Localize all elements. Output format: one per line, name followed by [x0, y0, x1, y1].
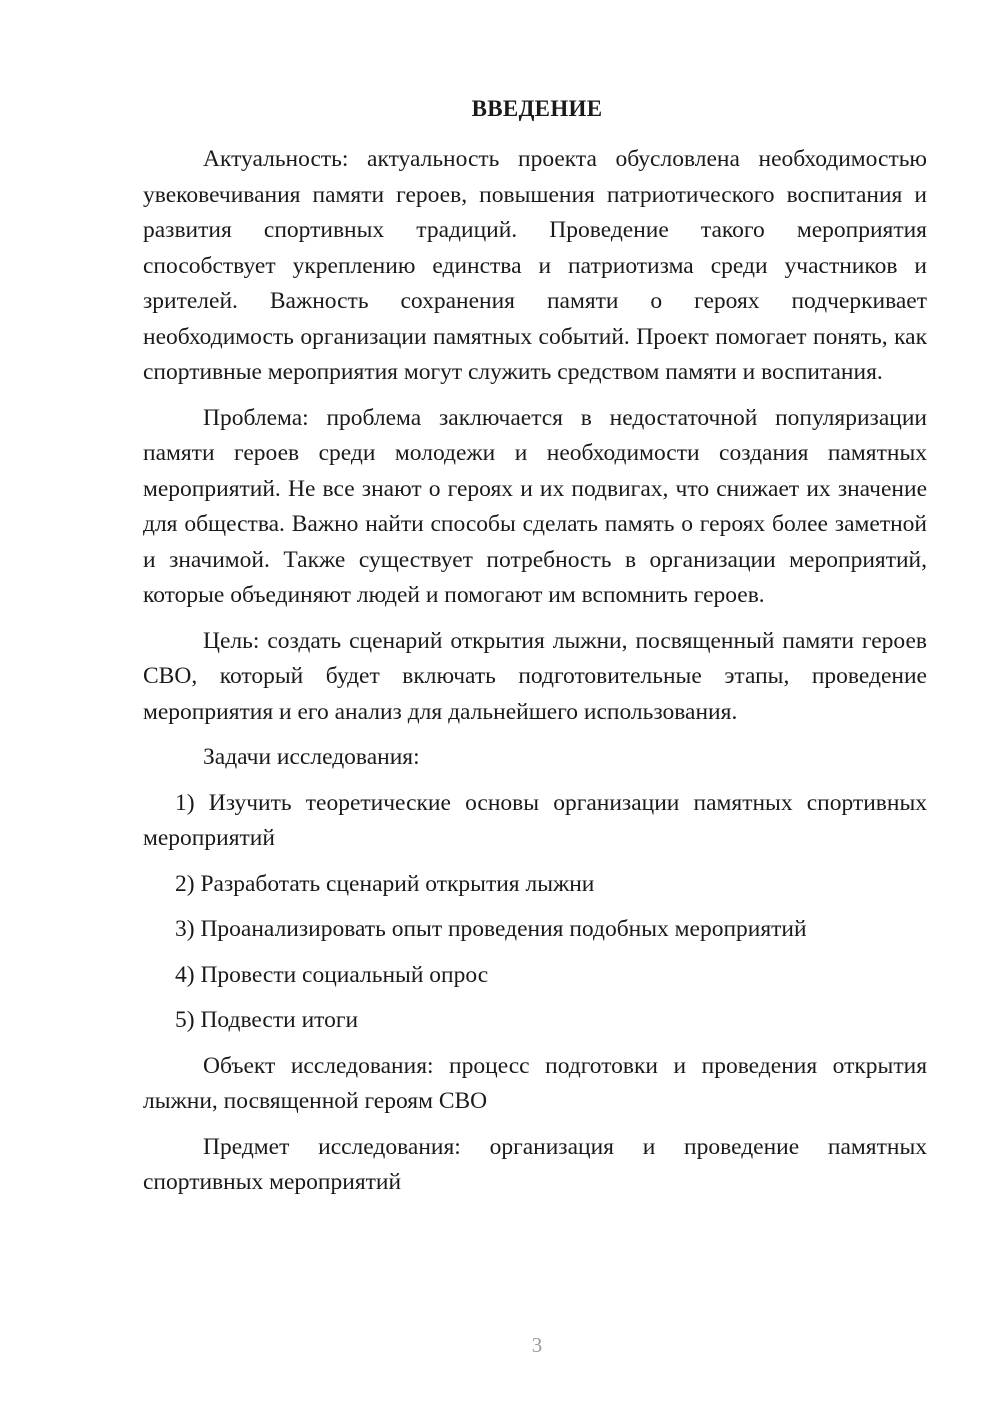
task-item-2: 2) Разработать сценарий открытия лыжни [175, 870, 595, 897]
task-item-3: 3) Проанализировать опыт проведения подобных мероприятий [175, 916, 807, 942]
paragraph-goal: Цель: создать сценарий открытия лыжни, посвященный памяти героев СВО, который будет включать подготовительные этапы, проведение мероприятия и его анализ для дальнейшего использования. [143, 627, 927, 725]
paragraph-object: Объект исследования: процесс подготовки и проведения открытия лыжни, посвященной героям СВО [143, 1052, 927, 1114]
task-item-1: 1) Изучить теоретические основы организации памятных спортивных мероприятий [143, 789, 927, 851]
task-item-5: 5) Подвести итоги [175, 1007, 359, 1033]
page-number: 3 [531, 1333, 543, 1357]
paragraph-subject: Предмет исследования: организация и проведение памятных спортивных мероприятий [143, 1133, 927, 1195]
section-heading: ВВЕДЕНИЕ [471, 96, 603, 121]
document-body [143, 142, 927, 1211]
task-item-4: 4) Провести социальный опрос [175, 961, 489, 988]
paragraph-problem: Проблема: проблема заключается в недостаточной популяризации памяти героев среди молодежи и необходимости создания памятных мероприятий. Не все знают о героях и их подвигах, что снижает их значение для общества. Важно найти способы сделать память о героях более заметной и значимой. Также существует потребность в организации мероприятий, которые объединяют людей и помогают им вспомнить героев. [143, 404, 927, 608]
paragraph-relevance: Актуальность: актуальность проекта обусловлена необходимостью увековечивания памяти героев, повышения патриотического воспитания и развития спортивных традиций. Проведение такого мероприятия способствует укреплению единства и патриотизма среди участников и зрителей. Важность сохранения памяти о героях подчеркивает необходимость организации памятных событий. Проект помогает понять, как спортивные мероприятия могут служить средством памяти и воспитания. [143, 146, 927, 385]
tasks-title: Задачи исследования: [203, 744, 420, 770]
